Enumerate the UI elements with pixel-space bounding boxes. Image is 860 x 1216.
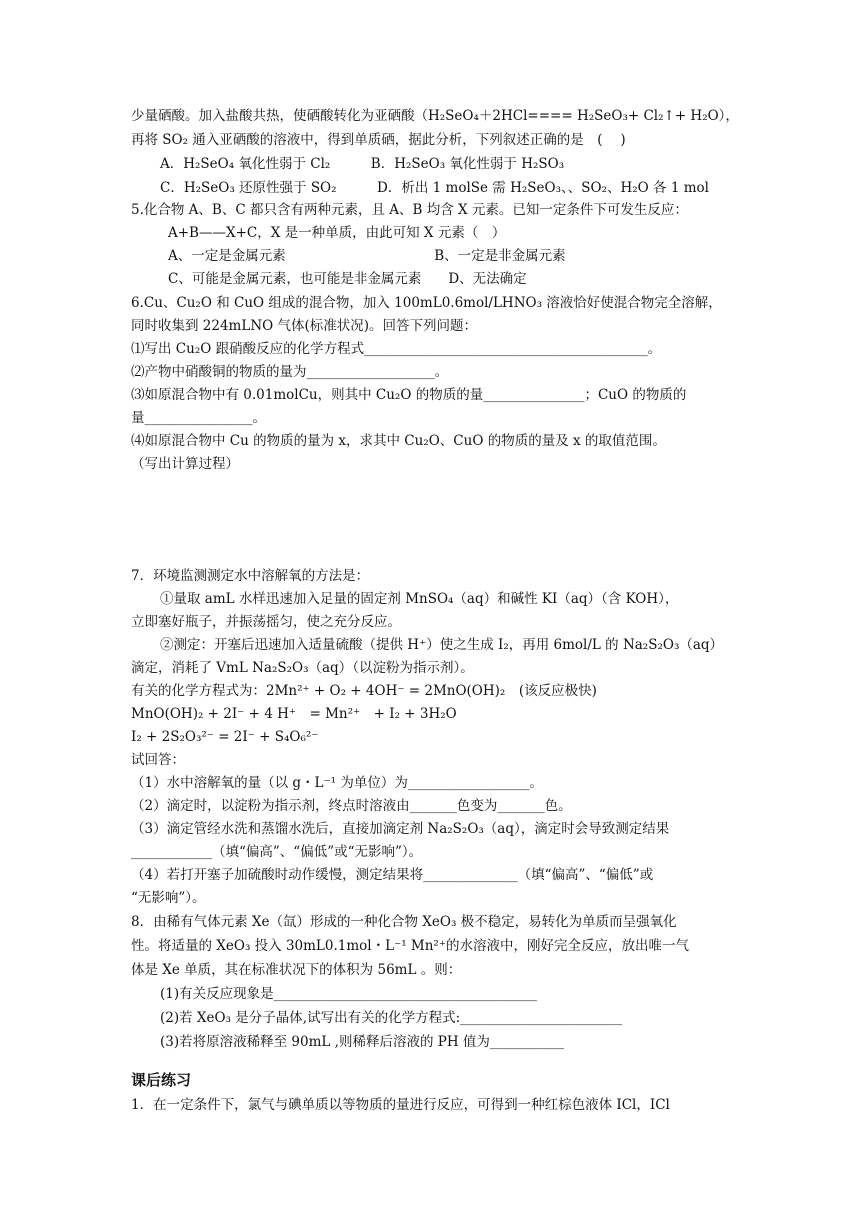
text-line: ____________（填“偏高”、“偏低”或“无影响”）。 xyxy=(131,844,423,860)
question-8: 8．由稀有气体元素 Xe（氙）形成的一种化合物 XeO₃ 极不稳定，易转化为单质而呈强氧化 xyxy=(131,914,677,930)
text-line: （写出计算过程） xyxy=(131,456,239,472)
text-line: ⑴写出 Cu₂O 跟硝酸反应的化学方程式__________________________________________。 xyxy=(131,341,662,357)
text-line: (2)若 XeO₃ 是分子晶体,试写出有关的化学方程式:________________________ xyxy=(160,1010,623,1026)
equation-line: 有关的化学方程式为：2Mn²⁺ + O₂ + 4OH⁻ = 2MnO(OH)₂ (该反应极快) xyxy=(131,683,597,699)
text-line: 1．在一定条件下，氯气与碘单质以等物质的量进行反应，可得到一种红棕色液体 ICl，ICl xyxy=(131,1097,670,1113)
text-line: 试回答： xyxy=(131,752,185,768)
text-line: 性。将适量的 XeO₃ 投入 30mL0.1mol・L⁻¹ Mn²⁺的水溶液中，刚好完全反应，放出唯一气 xyxy=(131,938,689,954)
text-line: 滴定，消耗了 VmL Na₂S₂O₃（aq）（以淀粉为指示剂）。 xyxy=(131,660,474,676)
option-line: C．H₂SeO₃ 还原性强于 SO₂ D．析出 1 molSe 需 H₂SeO₃、、SO₂、H₂O 各 1 mol xyxy=(160,180,709,196)
text-line: A+B——X+C，X 是一种单质，由此可知 X 元素（ ） xyxy=(168,225,506,241)
text-line: （1）水中溶解氧的量（以 g・L⁻¹ 为单位）为__________________。 xyxy=(131,775,543,791)
text-line: ②测定：开塞后迅速加入适量硫酸（提供 H⁺）使之生成 I₂，再用 6mol/L 的 Na₂S₂O₃（aq） xyxy=(160,637,724,653)
text-line: 立即塞好瓶子，并振荡摇匀，使之充分反应。 xyxy=(131,614,401,630)
text-line: 再将 SO₂ 通入亚硒酸的溶液中，得到单质硒，据此分析，下列叙述正确的是 ( ) xyxy=(131,132,626,148)
text-line: 同时收集到 224mLNO 气体(标准状况)。回答下列问题： xyxy=(131,318,478,334)
option-line: C、可能是金属元素，也可能是非金属元素 D、无法确定 xyxy=(168,271,527,287)
text-line: ⑵产物中硝酸铜的物质的量为___________________。 xyxy=(131,364,449,380)
text-line: （4）若打开塞子加硫酸时动作缓慢，测定结果将______________（填“偏高”、“偏低”或 xyxy=(131,867,654,883)
section-heading: 课后练习 xyxy=(131,1071,192,1089)
text-line: ①量取 amL 水样迅速加入足量的固定剂 MnSO₄（aq）和碱性 KI（aq）（含 KOH）， xyxy=(160,591,679,607)
question-7: 7．环境监测测定水中溶解氧的方法是： xyxy=(131,568,370,584)
text-line: (1)有关反应现象是_______________________________________ xyxy=(160,986,537,1002)
text-line: ⑶如原混合物中有 0.01molCu，则其中 Cu₂O 的物质的量_______________；CuO 的物质的 xyxy=(131,387,687,403)
text-line: 体是 Xe 单质，其在标准状况下的体积为 56mL 。则： xyxy=(131,962,462,978)
text-line: 量________________。 xyxy=(131,410,266,426)
option-line: A．H₂SeO₄ 氧化性弱于 Cl₂ B．H₂SeO₃ 氧化性弱于 H₂SO₃ xyxy=(160,156,565,172)
option-line: A、一定是金属元素 B、一定是非金属元素 xyxy=(168,248,566,264)
text-line: “无影响”）。 xyxy=(131,890,206,906)
question-5: 5.化合物 A、B、C 都只含有两种元素，且 A、B 均含 X 元素。已知一定条件下可发生反应： xyxy=(131,202,688,218)
text-line: （3）滴定管经水洗和蒸馏水洗后，直接加滴定剂 Na₂S₂O₃（aq），滴定时会导致测定结果 xyxy=(131,821,670,837)
equation-line: I₂ + 2S₂O₃²⁻ = 2I⁻ + S₄O₆²⁻ xyxy=(131,729,319,745)
text-line: (3)若将原溶液稀释至 90mL ,则稀释后溶液的 PH 值为___________ xyxy=(160,1034,565,1050)
text-line: （2）滴定时，以淀粉为指示剂，终点时溶液由_______色变为_______色。 xyxy=(131,798,572,814)
text-line: ⑷如原混合物中 Cu 的物质的量为 x，求其中 Cu₂O、CuO 的物质的量及 x 的取值范围。 xyxy=(131,433,666,449)
text-line: 少量硒酸。加入盐酸共热，使硒酸转化为亚硒酸（H₂SeO₄＋2HCl==== H₂SeO₃+ Cl₂↑+ H₂O）， xyxy=(131,108,739,124)
question-6: 6.Cu、Cu₂O 和 CuO 组成的混合物，加入 100mL0.6mol/LHNO₃ 溶液恰好使混合物完全溶解， xyxy=(131,295,722,311)
equation-line: MnO(OH)₂ + 2I⁻ + 4 H⁺ = Mn²⁺ + I₂ + 3H₂O xyxy=(131,706,457,722)
